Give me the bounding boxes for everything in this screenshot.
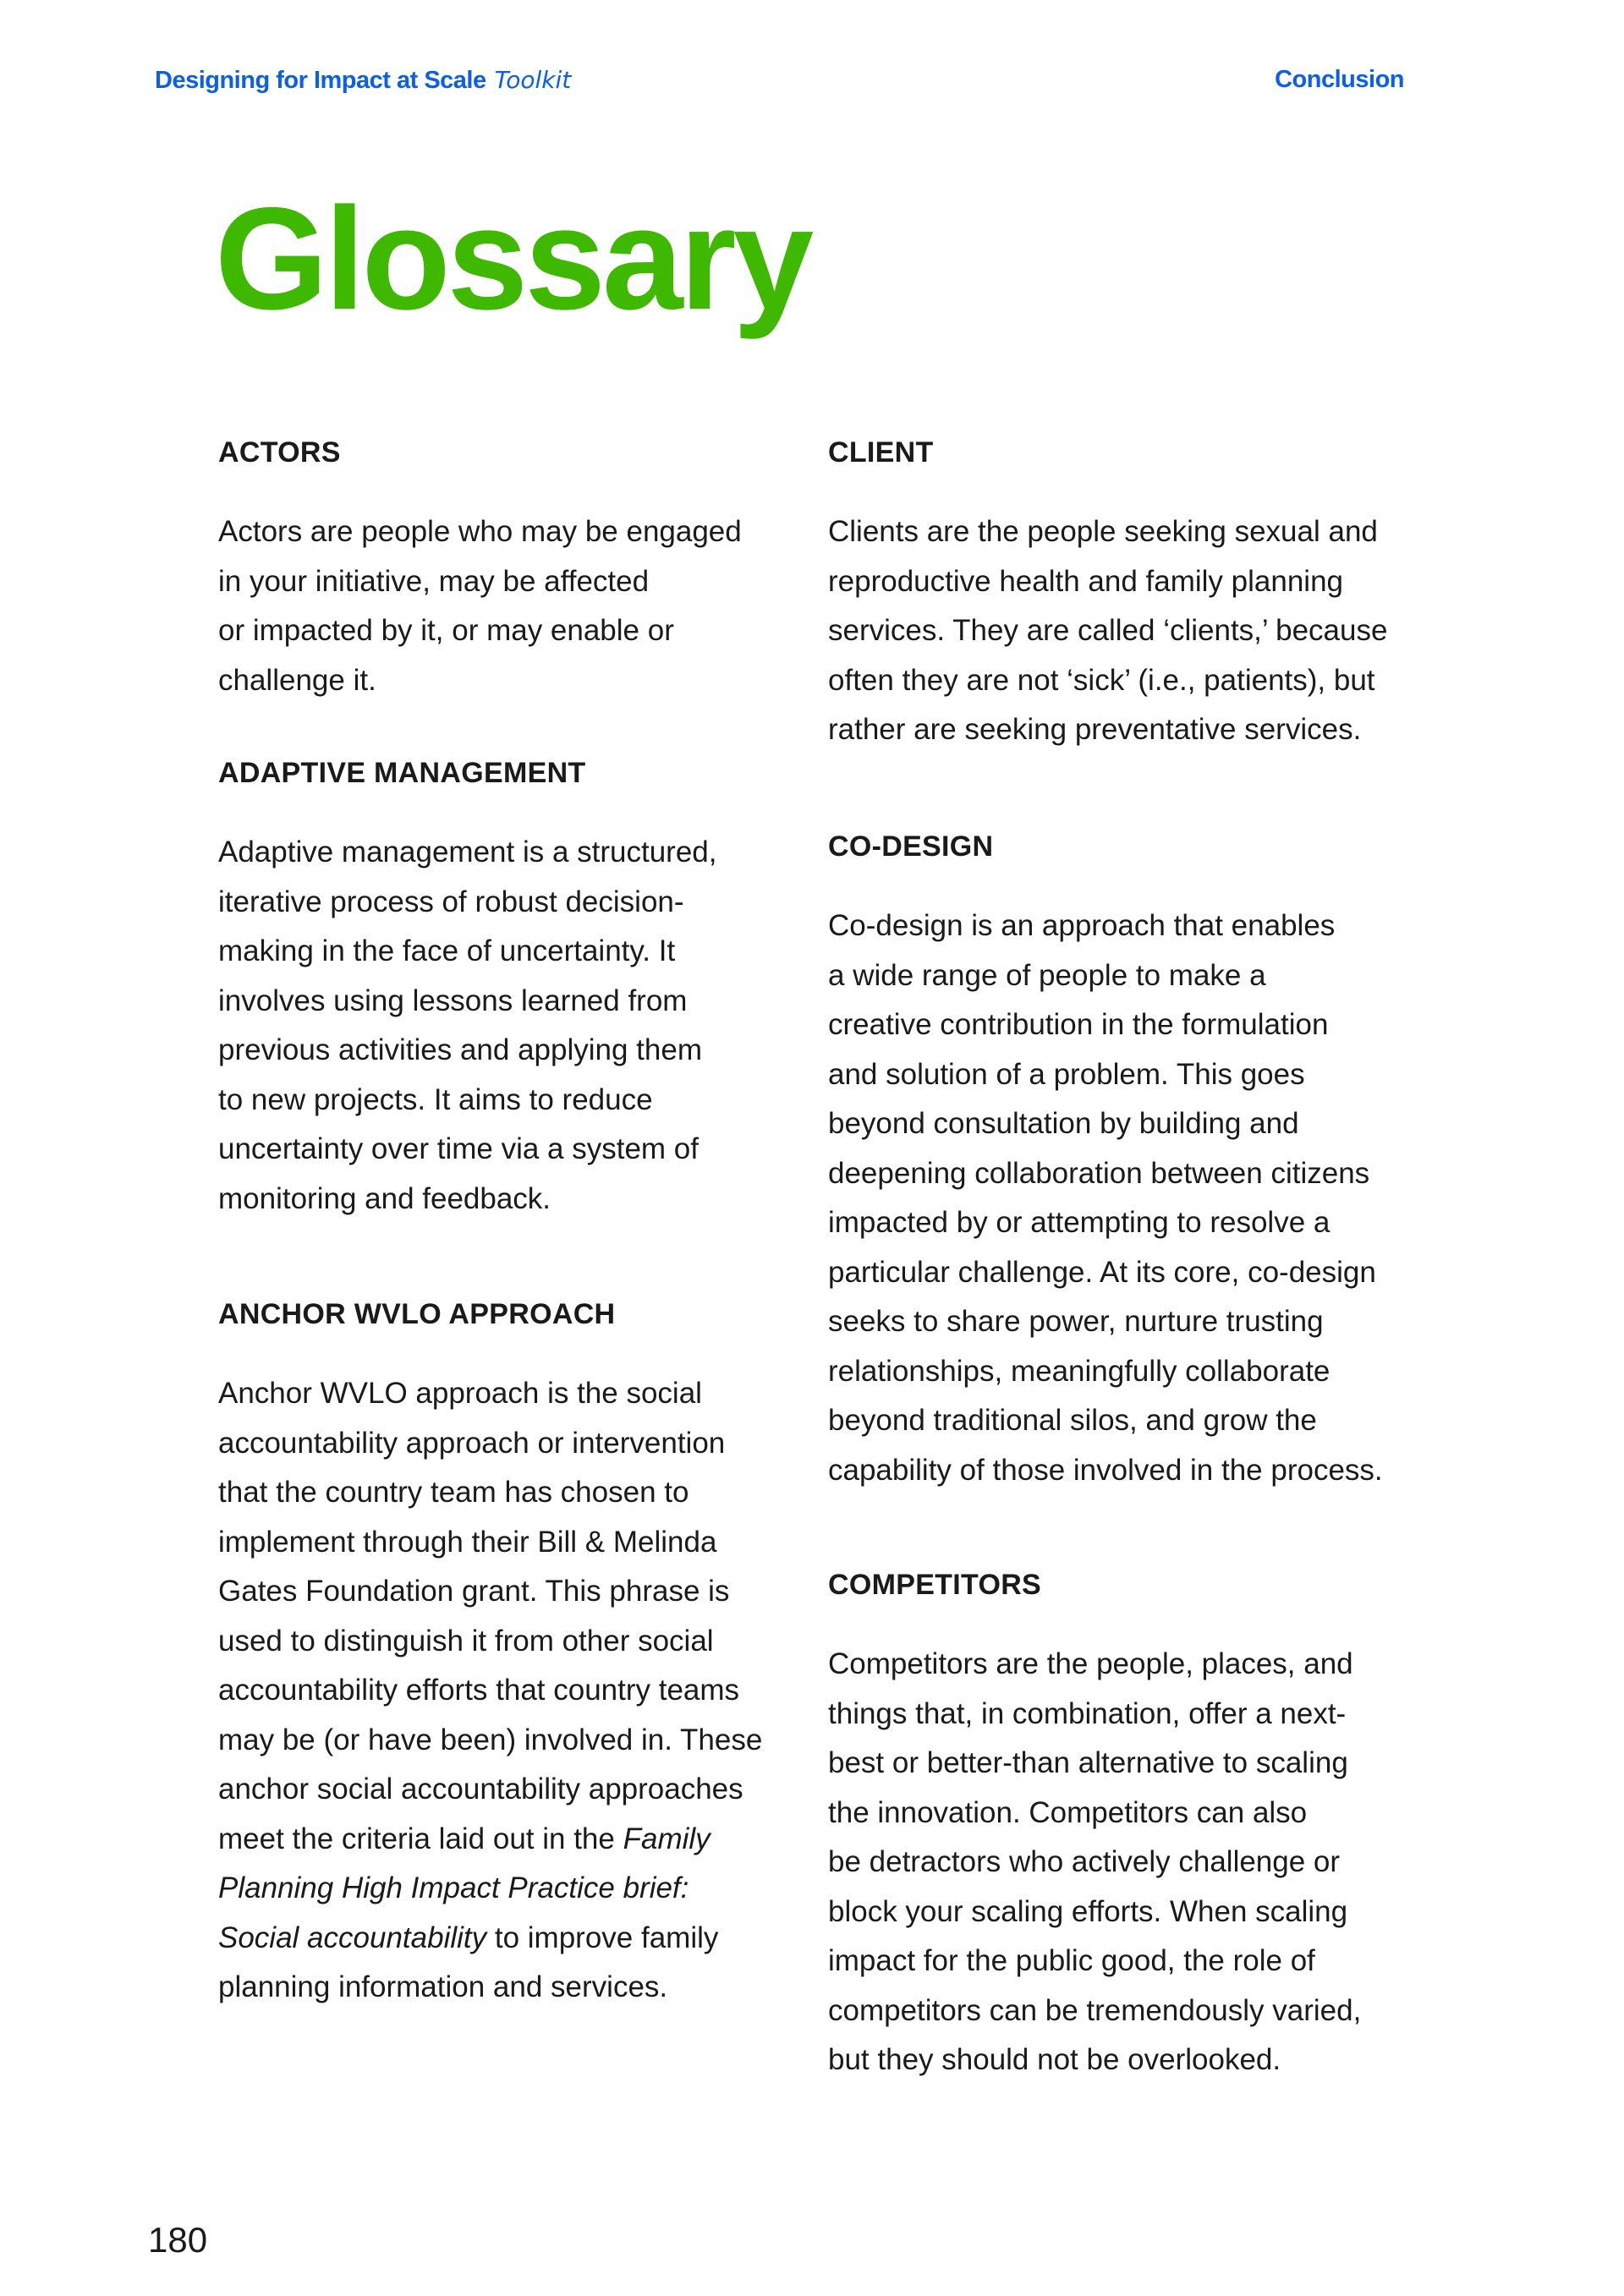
- definition-line: uncertainty over time via a system of: [218, 1132, 699, 1165]
- page-number: 180: [148, 2220, 208, 2260]
- definition-line: monitoring and feedback.: [218, 1181, 551, 1215]
- definition-line: may be (or have been) involved in. These: [218, 1723, 763, 1756]
- definition-line: Competitors are the people, places, and: [828, 1647, 1353, 1680]
- definition-line: accountability approach or intervention: [218, 1426, 726, 1460]
- glossary-term: ACTORS: [218, 436, 341, 469]
- definition-line: accountability efforts that country teams: [218, 1674, 740, 1707]
- definition-line: in your initiative, may be affected: [218, 564, 650, 598]
- glossary-term: COMPETITORS: [828, 1569, 1042, 1601]
- glossary-entry-client: [828, 438, 1403, 755]
- definition-line: block your scaling efforts. When scaling: [828, 1894, 1348, 1928]
- glossary-definition: [828, 901, 1403, 1495]
- glossary-definition: [218, 1369, 793, 2013]
- glossary-term: CO-DESIGN: [828, 830, 994, 863]
- definition-line: used to distinguish it from other social: [218, 1624, 714, 1658]
- definition-line: impact for the public good, the role of: [828, 1944, 1315, 1977]
- definition-line: impacted by or attempting to resolve a: [828, 1206, 1330, 1239]
- definition-line: things that, in combination, offer a next-: [828, 1696, 1347, 1730]
- glossary-entry-actors: [218, 438, 793, 705]
- definition-line: relationships, meaningfully collaborate: [828, 1354, 1330, 1388]
- doc-subtitle: Toolkit: [494, 66, 572, 94]
- definition-line: making in the face of uncertainty. It: [218, 934, 676, 967]
- glossary-entry-anchor-wvlo-approach: [218, 1300, 793, 2013]
- glossary-definition: [218, 507, 793, 705]
- glossary-definition: [828, 1640, 1403, 2085]
- glossary-definition: [218, 828, 793, 1224]
- definition-line: to new projects. It aims to reduce: [218, 1082, 653, 1116]
- definition-text: to improve family: [486, 1921, 719, 1954]
- glossary-entry-co-design: [828, 832, 1403, 1495]
- glossary-term: CLIENT: [828, 436, 934, 469]
- definition-line: [218, 1815, 793, 1865]
- definition-line: the innovation. Competitors can also: [828, 1795, 1308, 1829]
- definition-line: seeks to share power, nurture trusting: [828, 1305, 1324, 1338]
- definition-line: Anchor WVLO approach is the social: [218, 1377, 702, 1410]
- italic-title-text: Family: [623, 1822, 710, 1855]
- definition-line: a wide range of people to make a: [828, 958, 1266, 992]
- definition-line: best or better-than alternative to scaling: [828, 1746, 1348, 1779]
- definition-line: services. They are called ‘clients,’ because: [828, 614, 1388, 647]
- definition-line: involves using lessons learned from: [218, 984, 688, 1017]
- glossary-definition: [828, 507, 1403, 755]
- italic-title-text: Social accountability: [218, 1921, 487, 1954]
- glossary-entry-competitors: [828, 1570, 1403, 2085]
- doc-title: Designing for Impact at Scale: [155, 67, 486, 94]
- definition-line: capability of those involved in the process.: [828, 1453, 1383, 1487]
- definition-line: challenge it.: [218, 663, 376, 697]
- definition-line: Gates Foundation grant. This phrase is: [218, 1575, 730, 1608]
- definition-line: deepening collaboration between citizens: [828, 1156, 1370, 1190]
- definition-line: Actors are people who may be engaged: [218, 515, 742, 548]
- definition-line: creative contribution in the formulation: [828, 1008, 1329, 1041]
- definition-line: particular challenge. At its core, co-design: [828, 1255, 1376, 1289]
- definition-line: Adaptive management is a structured,: [218, 836, 717, 869]
- glossary-entry-adaptive-management: [218, 759, 793, 1224]
- definition-line: planning information and services.: [218, 1970, 668, 2003]
- definition-line: [218, 1914, 793, 1964]
- definition-line: competitors can be tremendously varied,: [828, 1993, 1362, 2027]
- definition-line: beyond traditional silos, and grow the: [828, 1404, 1317, 1437]
- definition-line: Clients are the people seeking sexual and: [828, 515, 1378, 548]
- glossary-term: ADAPTIVE MANAGEMENT: [218, 757, 586, 789]
- definition-line: reproductive health and family planning: [828, 564, 1343, 598]
- definition-line: rather are seeking preventative services.: [828, 713, 1362, 746]
- section-name: Conclusion: [1275, 66, 1404, 93]
- definition-line: and solution of a problem. This goes: [828, 1057, 1305, 1091]
- definition-line: that the country team has chosen to: [218, 1476, 689, 1509]
- definition-line: iterative process of robust decision-: [218, 885, 684, 918]
- definition-line: Co-design is an approach that enables: [828, 909, 1336, 942]
- definition-line: but they should not be overlooked.: [828, 2043, 1281, 2076]
- definition-line: implement through their Bill & Melinda: [218, 1525, 717, 1559]
- definition-line: previous activities and applying them: [218, 1033, 702, 1066]
- glossary-term: ANCHOR WVLO APPROACH: [218, 1298, 616, 1330]
- definition-line: or impacted by it, or may enable or: [218, 614, 674, 647]
- definition-line: beyond consultation by building and: [828, 1107, 1299, 1140]
- definition-text: meet the criteria laid out in the: [218, 1822, 623, 1855]
- definition-line: [218, 1864, 793, 1914]
- definition-line: often they are not ‘sick’ (i.e., patients), but: [828, 663, 1375, 697]
- italic-title-text: Planning High Impact Practice brief:: [218, 1871, 689, 1904]
- definition-line: be detractors who actively challenge or: [828, 1845, 1341, 1878]
- definition-line: anchor social accountability approaches: [218, 1773, 743, 1806]
- running-header-title: [155, 66, 571, 95]
- page-title: Glossary: [215, 178, 811, 340]
